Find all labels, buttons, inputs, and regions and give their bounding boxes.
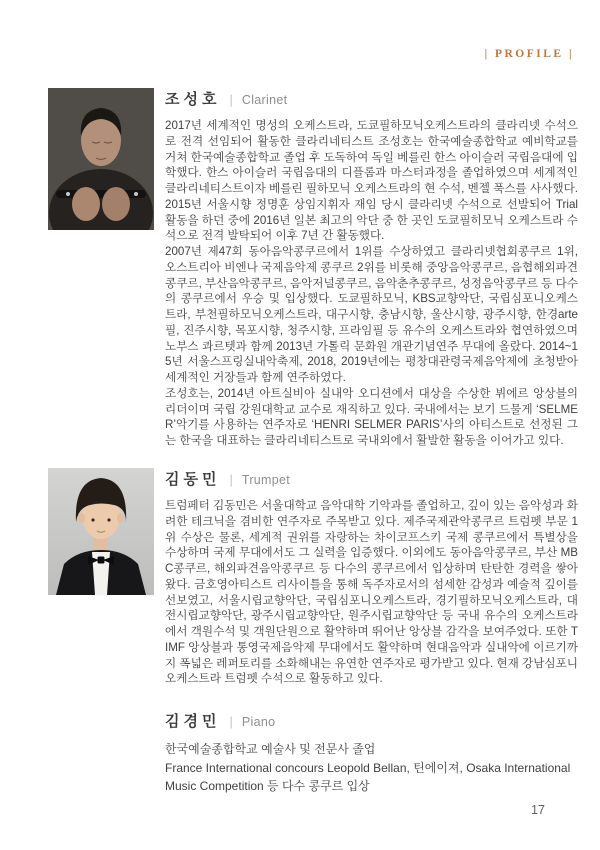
musician-bio (165, 498, 578, 687)
profile-running-header: | PROFILE | (484, 48, 574, 60)
profile-section-cho-sung-ho (48, 88, 578, 449)
bio-paragraph: 한국예술종합학교 예술사 및 전문사 졸업 (165, 742, 376, 756)
musician-name: 김경민 (165, 713, 221, 730)
bio-content (165, 710, 578, 796)
trumpeter-portrait-icon (48, 468, 154, 595)
musician-heading (165, 468, 578, 489)
musician-instrument: Trumpet (241, 473, 291, 487)
profile-section-kim-dong-min (48, 468, 578, 687)
clarinetist-portrait-photo (48, 88, 154, 230)
musician-name: 조성호 (165, 91, 221, 108)
heading-divider: | (229, 472, 233, 487)
bio-paragraph: 트럼페터 김동민은 서울대학교 음악대학 기악과를 졸업하고, 깊이 있는 음악성과 화려한 테크닉을 겸비한 연주자로 주목받고 있다. 제주국제관악콩쿠르 트럼펫 부문 1위 수상은 물론, 세계적 권위를 자랑하는 차이코프스키 국제 콩쿠르에서 특별상을 수상하며 국제 무대에서도 그 실력을 입증했다. 이외에도 동아음악콩쿠르, 부산 MBC콩쿠르, 해외파견음악콩쿠르 등 다수의 콩쿠르에서 입상하며 탄탄한 경력을 쌓아왔다. 금호영아티스트 리사이틀을 통해 독주자로서의 섬세한 감성과 예술적 깊이를 선보였고, 서울시립교향악단, 국립심포니오케스트라, 경기필하모닉오케스트라, 대전시립교향악단, 광주시립교향악단, 원주시립교향악단 등 국내 유수의 오케스트라에서 객원수석 및 객원단원으로 활약하며 뛰어난 앙상블 감각을 보여주었다. 또한 TIMF 앙상블과 통영국제음악제 무대에서도 활약하며 현대음악과 실내악에 이르기까지 폭넓은 레퍼토리를 소화해내는 유연한 연주자로 평가받고 있다. 현재 강남심포니오케스트라 트럼펫 수석으로 활동하고 있다. (165, 499, 578, 686)
musician-name: 김동민 (165, 471, 221, 488)
musician-instrument: Clarinet (241, 93, 288, 107)
musician-heading (165, 710, 578, 731)
musician-instrument: Piano (241, 715, 276, 729)
bio-content (165, 468, 578, 687)
heading-divider: | (229, 92, 233, 107)
page-number: 17 (531, 803, 545, 817)
trumpeter-portrait-photo (48, 468, 154, 595)
musician-bio (165, 118, 578, 449)
clarinetist-portrait-icon (48, 88, 154, 230)
musician-heading (165, 88, 578, 109)
musician-bio (165, 740, 578, 796)
bio-paragraph: 2007년 제47회 동아음악콩쿠르에서 1위를 수상하였고 클라리넷협회콩쿠르 1위, 오스트리아 비엔나 국제음악제 콩쿠르 2위를 비롯해 중앙음악콩쿠르, 음협해외파견콩쿠르, 부산음악콩쿠르, 음악저널콩쿠르, 음악춘추콩쿠르, 성정음악콩쿠르 등 다수의 콩쿠르에서 우승 및 입상했다. 도쿄필하모닉, KBS교향악단, 국립심포니오케스트라, 부천필하모닉오케스트라, 대구시향, 충남시향, 울산시향, 광주시향, 한경arte필, 진주시향, 목포시향, 청주시향, 프라임필 등 유수의 오케스트라와 협연하였으며 노부스 콰르텟과 함께 2013년 가톨릭 문화원 개관기념연주 무대에 올랐다. 2014~15년 서울스프링실내악축제, 2018, 2019년에는 평창대관령국제음악제에 초청받아 세계적인 거장들과 함께 연주하였다. (165, 245, 579, 384)
bio-content (165, 88, 578, 449)
bio-paragraph: 조성호는, 2014년 아트실비아 실내악 오디션에서 대상을 수상한 뷔에르 앙상블의 리더이며 국립 강원대학교 교수로 재직하고 있다. 국내에서는 보기 드물게 ‘SELMER’악기를 사용하는 연주자로 ‘HENRI SELMER PARIS’사의 아티스트로 선정된 그는 한국을 대표하는 클라리네티스트로 국내외에서 활발한 활동을 이어가고 있다. (165, 386, 578, 447)
heading-divider: | (229, 714, 233, 729)
bio-paragraph: France International concours Leopold Bellan, 틴에이져, Osaka International Music Competition 등 다수 콩쿠르 입상 (165, 760, 571, 793)
profile-section-kim-kyung-min (165, 710, 578, 796)
bio-paragraph: 2017년 세계적인 명성의 오케스트라, 도쿄필하모닉오케스트라의 클라리넷 수석으로 전격 선임되어 활동한 클라리네티스트 조성호는 한국예술종합학교 예비학교를 거쳐 한국예술종합학교 졸업 후 도독하여 독일 베를린 한스 아이슬러 국립음대에 입학했다. 한스 아이슬러 국립음대의 디플롬과 마스터과정을 졸업하였으며 세계적인 클라리네티스트이자 베를린 필하모닉 오케스트라의 현 수석, 벤젤 푹스를 사사했다. 2015년 서울시향 정명훈 상임지휘자 재임 당시 클라리넷 수석으로 선발되어 Trial 활동을 하던 중에 2016년 일본 최고의 악단 중 한 곳인 도쿄필히모닉 오케스트라 수석으로 전격 발탁되어 이후 7년 간 활동했다. (165, 119, 578, 243)
